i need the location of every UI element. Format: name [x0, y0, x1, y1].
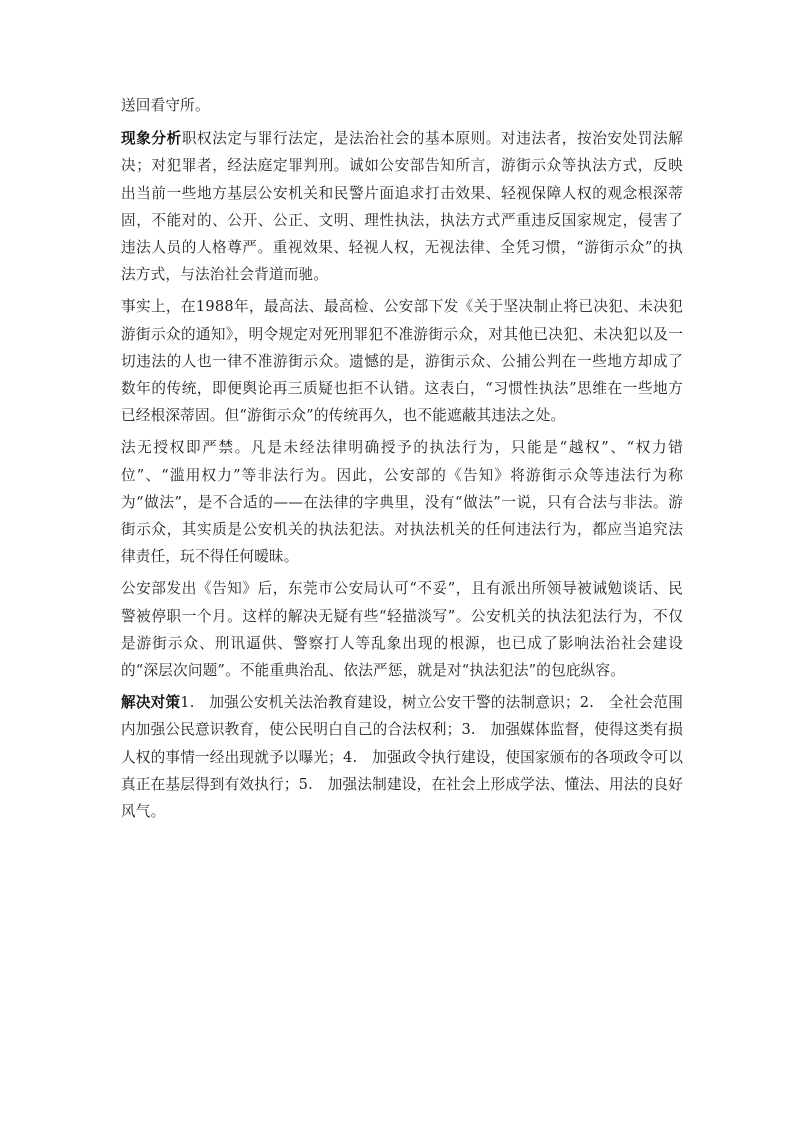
paragraph-no-authorization — [121, 434, 683, 570]
paragraph-dongguan-response — [121, 575, 683, 684]
paragraph-text: 送回看守所。 — [121, 97, 210, 114]
paragraph-text: 事实上，在1988年，最高法、最高检、公安部下发《关于坚决制止将已决犯、未决犯游街示众的通知》，明令规定对死刑罪犯不准游街示众，对其他已决犯、未决犯以及一切违法的人也一律不准游街示众。遗憾的是，游街示众、公捕公判在一些地方却成了数年的传统，即便舆论再三质疑也拒不认错。这表白，“习惯性执法”思维在一些地方已经根深蒂固。但“游街示众”的传统再久，也不能遮蔽其违法之处。 — [121, 298, 683, 425]
paragraph-text: 公安部发出《告知》后，东莞市公安局认可“不妥”，且有派出所领导被诫勉谈话、民警被停职一个月。这样的解决无疑有些“轻描淡写”。公安机关的执法犯法行为，不仅是游街示众、刑讯逼供、警察打人等乱象出现的根源，也已成了影响法治社会建设的“深层次问题”。不能重典治乱、依法严惩，就是对“执法犯法”的包庇纵容。 — [121, 580, 683, 680]
section-heading-phenomenon-analysis: 现象分析 — [121, 130, 182, 148]
document-body — [121, 92, 683, 830]
section-heading-solutions: 解决对策 — [121, 694, 181, 712]
paragraph-text: 职权法定与罪行法定，是法治社会的基本原则。对违法者，按治安处罚法解决；对犯罪者，经法庭定罪判刑。诚如公安部告知所言，游街示众等执法方式，反映出当前一些地方基层公安机关和民警片面追求打击效果、轻视保障人权的观念根深蒂固，不能对的、公开、公正、文明、理性执法，执法方式严重违反国家规定，侵害了违法人员的人格尊严。重视效果、轻视人权，无视法律、全凭习惯，“游街示众”的执法方式，与法治社会背道而驰。 — [121, 130, 683, 284]
paragraph-phenomenon-analysis — [121, 125, 683, 288]
paragraph-facts-1988 — [121, 293, 683, 429]
paragraph-solutions — [121, 689, 683, 825]
paragraph-text: 法无授权即严禁。凡是未经法律明确授予的执法行为，只能是“越权”、“权力错位”、“滥用权力”等非法行为。因此，公安部的《告知》将游街示众等违法行为称为“做法”，是不合适的——在法律的字典里，没有“做法”一说，只有合法与非法。游街示众，其实质是公安机关的执法犯法。对执法机关的任何违法行为，都应当追究法律责任，玩不得任何暧昧。 — [121, 439, 683, 566]
paragraph-continuation — [121, 92, 683, 119]
paragraph-text: 1. 加强公安机关法治教育建设，树立公安干警的法制意识；2. 全社会范围内加强公民意识教育，使公民明白自己的合法权利；3. 加强媒体监督，使得这类有损人权的事情一经出现就予以曝光；4. 加强政令执行建设，使国家颁布的各项政令可以真正在基层得到有效执行；5. 加强法制建设，在社会上形成学法、懂法、用法的良好风气。 — [121, 694, 683, 821]
